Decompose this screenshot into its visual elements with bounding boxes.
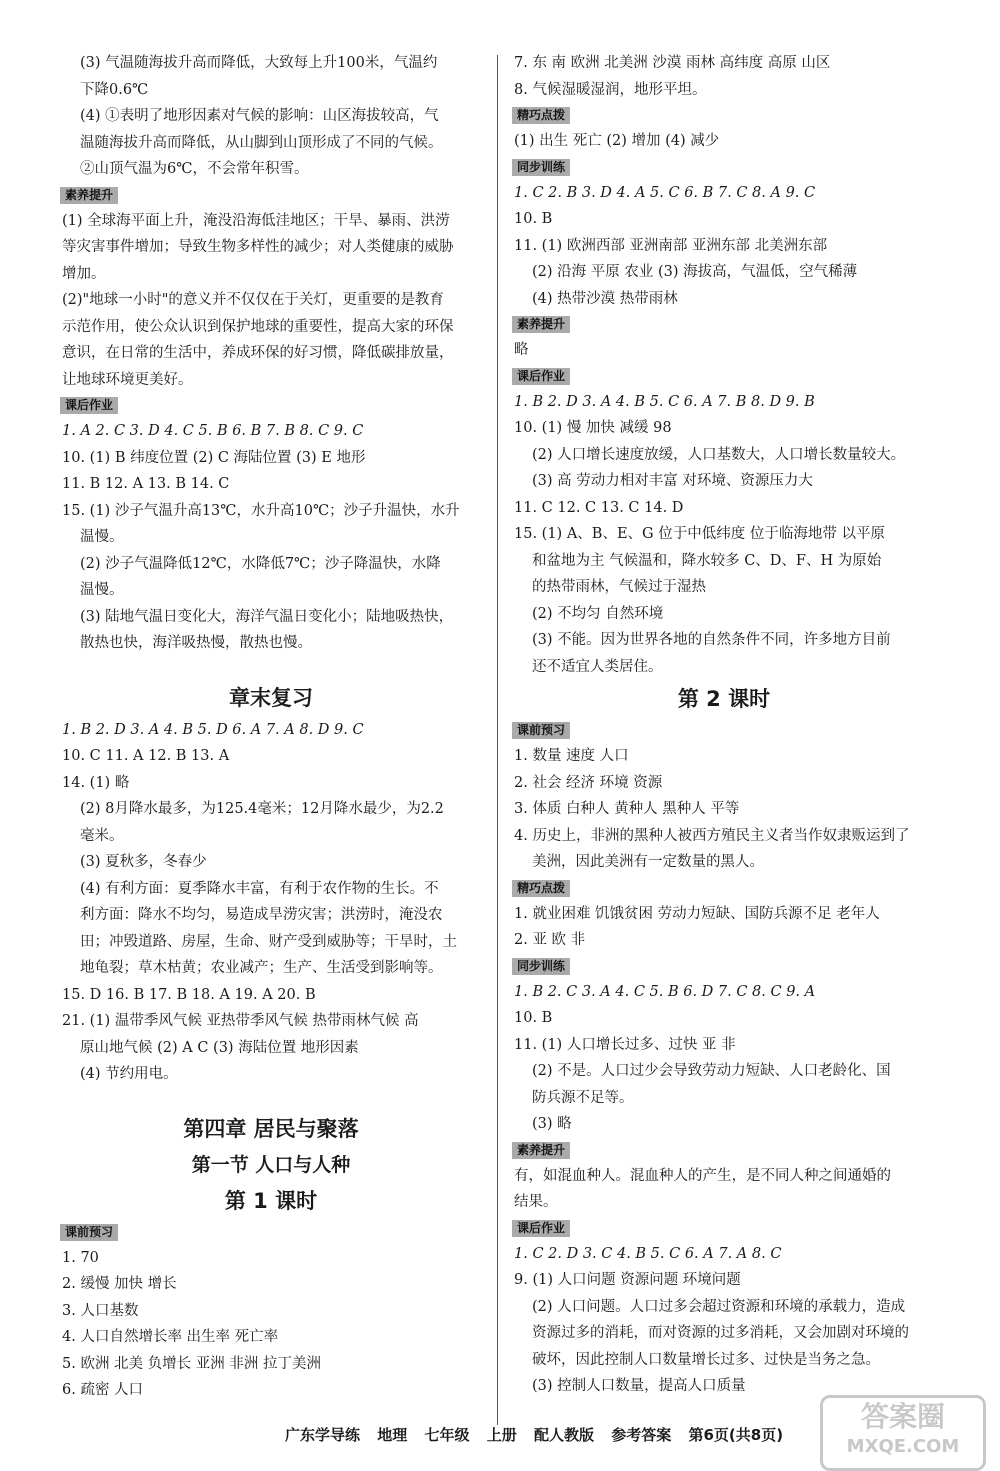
answer-line: 毫米。 <box>80 827 124 844</box>
answer-line: (2) 不是。人口过少会导致劳动力短缺、人口老龄化、国 <box>532 1063 891 1079</box>
answer-line: (2) 不均匀 自然环境 <box>532 605 664 622</box>
answer-line: 3. 体质 白种人 黄种人 黑种人 平等 <box>514 801 740 817</box>
answer-line: 散热也快，海洋吸热慢，散热也慢。 <box>80 635 312 651</box>
answer-line: 9. (1) 人口问题 资源问题 环境问题 <box>514 1272 741 1288</box>
answer-line: 4. 人口自然增长率 出生率 死亡率 <box>62 1329 279 1345</box>
answer-line: 21. (1) 温带季风气候 亚热带季风气候 热带雨林气候 高 <box>62 1013 419 1029</box>
column-divider <box>497 55 498 1425</box>
answer-line: (2) 人口问题。人口过多会超过资源和环境的承载力，造成 <box>532 1298 906 1315</box>
footer-page-number: 第6页(共8页) <box>688 1426 784 1444</box>
footer-book: 广东学导练 <box>285 1426 361 1444</box>
section-label: 精巧点拨 <box>512 107 570 124</box>
answer-line: 3. 人口基数 <box>62 1302 139 1319</box>
text-line: 等灾害事件增加；导致生物多样性的减少；对人类健康的威胁 <box>62 239 454 255</box>
watermark-url: MXQE.COM <box>846 1436 960 1457</box>
answer-line: (4) 热带沙漠 热带雨林 <box>532 290 678 307</box>
answer-line: 11. B 12. A 13. B 14. C <box>62 476 230 492</box>
footer-grade: 七年级 <box>424 1426 470 1444</box>
section-label: 同步训练 <box>512 159 570 176</box>
text-line: (4) ①表明了地形因素对气候的影响：山区海拔较高，气 <box>80 108 439 124</box>
answer-line: 的热带雨林，气候过于湿热 <box>532 579 706 595</box>
answer-line: 1. B 2. D 3. A 4. B 5. D 6. A 7. A 8. D 9. C <box>62 721 364 738</box>
section-label: 课前预习 <box>60 1224 118 1241</box>
section-label: 课后作业 <box>512 1220 570 1237</box>
answer-line: 1. A 2. C 3. D 4. C 5. B 6. B 7. B 8. C 9. C <box>62 423 364 439</box>
answer-line: 1. 数量 速度 人口 <box>514 748 629 764</box>
answer-line: 1. B 2. D 3. A 4. B 5. C 6. A 7. B 8. D 9. B <box>514 393 815 410</box>
text-line: 意识，在日常的生活中，养成环保的好习惯，降低碳排放量， <box>62 345 454 361</box>
right-column <box>514 50 934 1400</box>
footer-subject: 地理 <box>377 1426 408 1444</box>
answer-line: 资源过多的消耗，而对资源的过多消耗，又会加剧对环境的 <box>532 1325 909 1341</box>
left-column <box>62 50 480 1404</box>
answer-line: 略 <box>514 342 529 358</box>
answer-line: 地龟裂；草木枯黄；农业减产；生产、生活受到影响等。 <box>80 960 443 976</box>
answer-line: 结果。 <box>514 1194 558 1210</box>
answer-line: (3) 略 <box>532 1116 572 1132</box>
text-line: ②山顶气温为6℃，不会常年积雪。 <box>80 161 309 177</box>
answer-line: 美洲，因此美洲有一定数量的黑人。 <box>532 854 764 870</box>
answer-line: 10. (1) B 纬度位置 (2) C 海陆位置 (3) E 地形 <box>62 449 366 466</box>
text-line: 下降0.6℃ <box>80 81 149 98</box>
answer-line: (2) 沿海 平原 农业 (3) 海拔高，气温低，空气稀薄 <box>532 264 858 280</box>
answer-line: 还不适宜人类居住。 <box>532 658 663 675</box>
answer-line: (3) 陆地气温日变化大，海洋气温日变化小；陆地吸热快， <box>80 608 454 625</box>
answer-line: 1. C 2. B 3. D 4. A 5. C 6. B 7. C 8. A 9. C <box>514 184 816 201</box>
section-label: 素养提升 <box>60 187 118 204</box>
lesson-title: 第 1 课时 <box>224 1188 318 1213</box>
answer-line: 11. (1) 人口增长过多、过快 亚 非 <box>514 1036 736 1053</box>
answer-line: 1. B 2. C 3. A 4. C 5. B 6. D 7. C 8. C 9. A <box>514 983 816 1000</box>
answer-line: 温慢。 <box>80 582 124 598</box>
answer-line: 和盆地为主 气候温和，降水较多 C、D、F、H 为原始 <box>532 552 882 569</box>
answer-line: 5. 欧洲 北美 负增长 亚洲 非洲 拉丁美洲 <box>62 1355 321 1372</box>
section-label: 精巧点拨 <box>512 880 570 897</box>
answer-line: 利方面：降水不均匀，易造成旱涝灾害；洪涝时，淹没农 <box>80 907 443 923</box>
answer-line: 2. 缓慢 加快 增长 <box>62 1276 177 1292</box>
answer-line: 1. 70 <box>62 1249 99 1266</box>
answer-line: 有，如混血种人。混血种人的产生，是不同人种之间通婚的 <box>514 1167 891 1184</box>
text-line: 增加。 <box>62 265 106 282</box>
answer-line: (2) 沙子气温降低12℃，水降低7℃；沙子降温快，水降 <box>80 555 441 572</box>
answer-line: (2) 8月降水最多，为125.4毫米；12月降水最少，为2.2 <box>80 801 444 817</box>
lesson-title: 第 2 课时 <box>677 687 771 711</box>
answer-line: 防兵源不足等。 <box>532 1089 634 1106</box>
answer-line: 11. C 12. C 13. C 14. D <box>514 499 684 516</box>
answer-line: (3) 控制人口数量，提高人口质量 <box>532 1378 746 1394</box>
answer-line: 7. 东 南 欧洲 北美洲 沙漠 雨林 高纬度 高原 山区 <box>514 55 831 71</box>
answer-line: 原山地气候 (2) A C (3) 海陆位置 地形因素 <box>80 1039 359 1056</box>
answer-line: 15. D 16. B 17. B 18. A 19. A 20. B <box>62 986 316 1003</box>
text-line: 温随海拔升高而降低，从山脚到山顶形成了不同的气候。 <box>80 134 443 151</box>
answer-line: 2. 亚 欧 非 <box>514 932 586 948</box>
answer-line: 10. C 11. A 12. B 13. A <box>62 748 230 764</box>
answer-line: 14. (1) 略 <box>62 774 130 791</box>
answer-line: (4) 有利方面：夏季降水丰富，有利于农作物的生长。不 <box>80 880 439 897</box>
answer-line: 15. (1) 沙子气温升高13℃，水升高10℃；沙子升温快，水升 <box>62 502 460 519</box>
text-line: 让地球环境更美好。 <box>62 371 193 388</box>
answer-line: 4. 历史上，非洲的黑种人被西方殖民主义者当作奴隶贩运到了 <box>514 827 910 844</box>
answer-line: (3) 夏秋多，冬春少 <box>80 854 207 870</box>
section-label: 课前预习 <box>512 722 570 739</box>
footer-edition: 配人教版 <box>534 1426 595 1444</box>
answer-line: 1. 就业困难 饥饿贫困 劳动力短缺、国防兵源不足 老年人 <box>514 905 880 922</box>
text-line: (2)"地球一小时"的意义并不仅仅在于关灯，更重要的是教育 <box>62 292 444 308</box>
section-label: 素养提升 <box>512 316 570 333</box>
watermark-logo <box>820 1395 986 1471</box>
answer-line: 8. 气候湿暖湿润，地形平坦。 <box>514 81 707 98</box>
answer-line: (2) 人口增长速度放缓，人口基数大，人口增长数量较大。 <box>532 446 906 463</box>
section-title: 第一节 人口与人种 <box>191 1153 351 1176</box>
text-line: (1) 全球海平面上升，淹没沿海低洼地区；干旱、暴雨、洪涝 <box>62 212 450 229</box>
text-line: 示范作用，使公众认识到保护地球的重要性，提高大家的环保 <box>62 318 454 335</box>
section-label: 素养提升 <box>512 1142 570 1159</box>
page-footer <box>285 1424 795 1445</box>
answer-line: 1. C 2. D 3. C 4. B 5. C 6. A 7. A 8. C <box>514 1245 782 1262</box>
watermark-text: 答案圈 <box>860 1400 945 1433</box>
footer-answers: 参考答案 <box>611 1426 672 1444</box>
footer-term: 上册 <box>486 1426 517 1444</box>
chapter-title: 第四章 居民与聚落 <box>183 1116 359 1141</box>
section-label: 同步训练 <box>512 958 570 975</box>
answer-line: 10. (1) 慢 加快 减缓 98 <box>514 420 672 436</box>
answer-line: 田；冲毁道路、房屋，生命、财产受到威胁等；干旱时，土 <box>80 933 457 950</box>
answer-line: (3) 高 劳动力相对丰富 对环境、资源压力大 <box>532 473 813 489</box>
answer-line: 温慢。 <box>80 529 124 545</box>
answer-line: (1) 出生 死亡 (2) 增加 (4) 减少 <box>514 133 720 149</box>
answer-line: 10. B <box>514 1010 553 1026</box>
answer-line: (4) 节约用电。 <box>80 1066 178 1082</box>
answer-line: (3) 不能。因为世界各地的自然条件不同，许多地方目前 <box>532 632 891 648</box>
answer-line: 10. B <box>514 211 553 227</box>
section-label: 课后作业 <box>512 368 570 385</box>
answer-line: 破坏，因此控制人口数量增长过多、过快是当务之急。 <box>532 1351 880 1368</box>
chapter-review-title: 章末复习 <box>229 685 313 710</box>
answer-line: 2. 社会 经济 环境 资源 <box>514 774 663 791</box>
text-line: (3) 气温随海拔升高而降低，大致每上升100米，气温约 <box>80 55 438 71</box>
section-label: 课后作业 <box>60 397 118 414</box>
answer-line: 6. 疏密 人口 <box>62 1382 144 1398</box>
answer-line: 15. (1) A、B、E、G 位于中低纬度 位于临海地带 以平原 <box>514 526 885 542</box>
answer-line: 11. (1) 欧洲西部 亚洲南部 亚洲东部 北美洲东部 <box>514 237 828 254</box>
